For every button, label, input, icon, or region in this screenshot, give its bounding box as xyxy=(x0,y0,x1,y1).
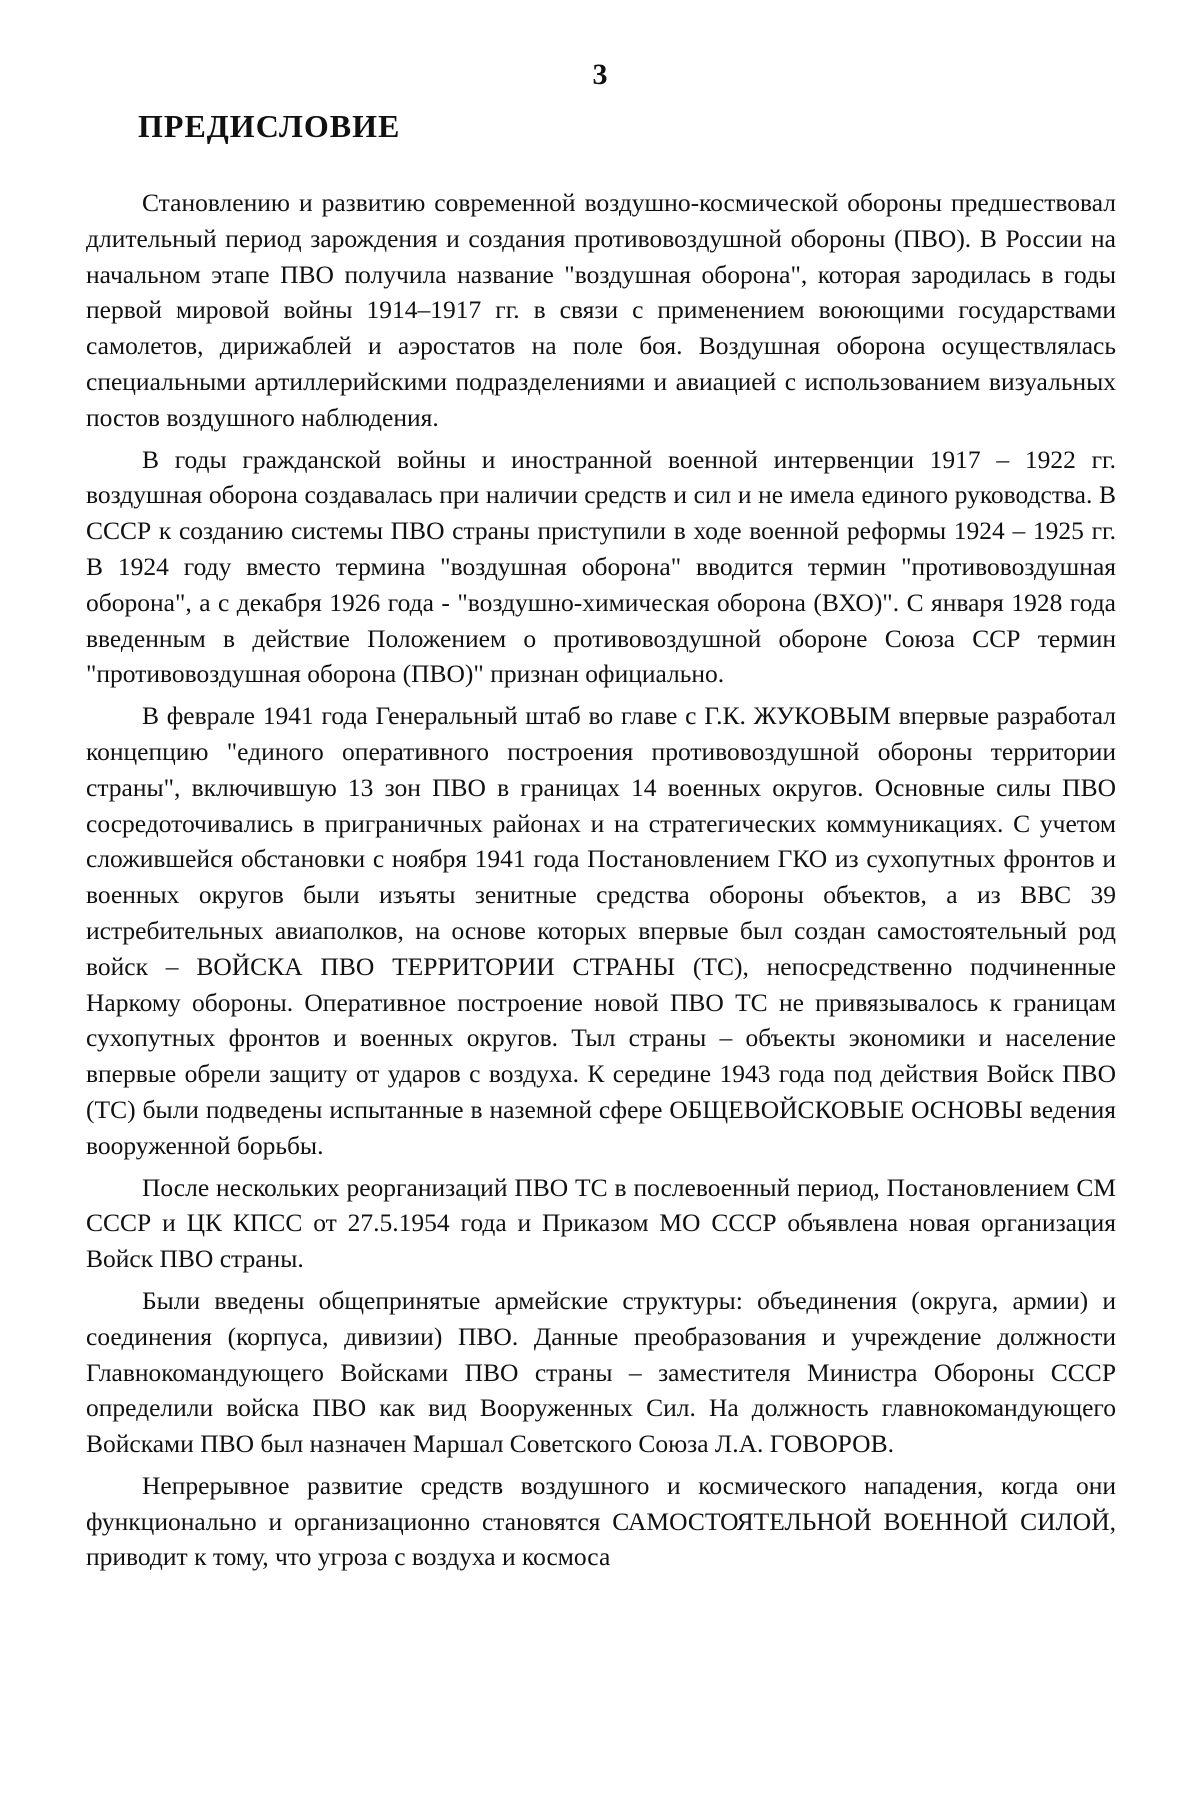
paragraph-6: Непрерывное развитие средств воздушного и космического нападения, когда они функционально и организационно становятся САМОСТОЯТЕЛЬНОЙ ВОЕННОЙ СИЛОЙ, приводит к тому, что угроза с воздуха и космоса xyxy=(86,1470,1116,1572)
paragraph-4: После нескольких реорганизаций ПВО ТС в послевоенный период, Постановлением СМ СССР и ЦК КПСС от 27.5.1954 года и Приказом МО СССР объявлена новая организация Войск ПВО страны. xyxy=(86,1172,1116,1274)
paragraph-5: Были введены общепринятые армейские структуры: объединения (округа, армии) и соединения (корпуса, дивизии) ПВО. Данные преобразования и учреждение должности Главнокомандующего Войсками ПВО страны – заместителя Министра Обороны СССР определили войска ПВО как вид Вооруженных Сил. На должность главнокомандующего Войсками ПВО был назначен Маршал Советского Союза Л.А. ГОВОРОВ. xyxy=(86,1285,1116,1459)
paragraph-2: В годы гражданской войны и иностранной военной интервенции 1917 – 1922 гг. воздушная оборона создавалась при наличии средств и сил и не имела единого руководства. В СССР к созданию системы ПВО страны приступили в ходе военной реформы 1924 – 1925 гг. В 1924 году вместо термина "воздушная оборона" вводится термин "противовоздушная оборона", а с декабря 1926 года - "воздушно-химическая оборона (ВХО)". С января 1928 года введенным в действие Положением о противовоздушной обороне Союза ССР термин "противовоздушная оборона (ПВО)" признан официально. xyxy=(86,444,1116,689)
page-title: ПРЕДИСЛОВИЕ xyxy=(138,108,401,144)
paragraph-3: В феврале 1941 года Генеральный штаб во главе с Г.К. ЖУКОВЫМ впервые разработал концепцию "единого оперативного построения противовоздушной обороны территории страны", включившую 13 зон ПВО в границах 14 военных округов. Основные силы ПВО сосредоточивались в приграничных районах и на стратегических коммуникациях. С учетом сложившейся обстановки с ноября 1941 года Постановлением ГКО из сухопутных фронтов и военных округов были изъяты зенитные средства обороны объектов, а из ВВС 39 истребительных авиаполков, на основе которых впервые был создан самостоятельный род войск – ВОЙСКА ПВО ТЕРРИТОРИИ СТРАНЫ (ТС), непосредственно подчиненные Наркому обороны. Оперативное построение новой ПВО ТС не привязывалось к границам сухопутных фронтов и военных округов. Тыл страны – объекты экономики и население впервые обрели защиту от ударов с воздуха. К середине 1943 года под действия Войск ПВО (ТС) были подведены испытанные в наземной сфере ОБЩЕВОЙСКОВЫЕ ОСНОВЫ ведения вооруженной борьбы. xyxy=(86,701,1116,1160)
page-number: 3 xyxy=(592,58,608,91)
paragraph-1: Становлению и развитию современной воздушно-космической обороны предшествовал длительный период зарождения и создания противовоздушной обороны (ПВО). В России на начальном этапе ПВО получила название "воздушная оборона", которая зародилась в годы первой мировой войны 1914–1917 гг. в связи с применением воюющими государствами самолетов, дирижаблей и аэростатов на поле боя. Воздушная оборона осуществлялась специальными артиллерийскими подразделениями и авиацией с использованием визуальных постов воздушного наблюдения. xyxy=(86,188,1116,432)
body-text xyxy=(86,185,1116,1581)
